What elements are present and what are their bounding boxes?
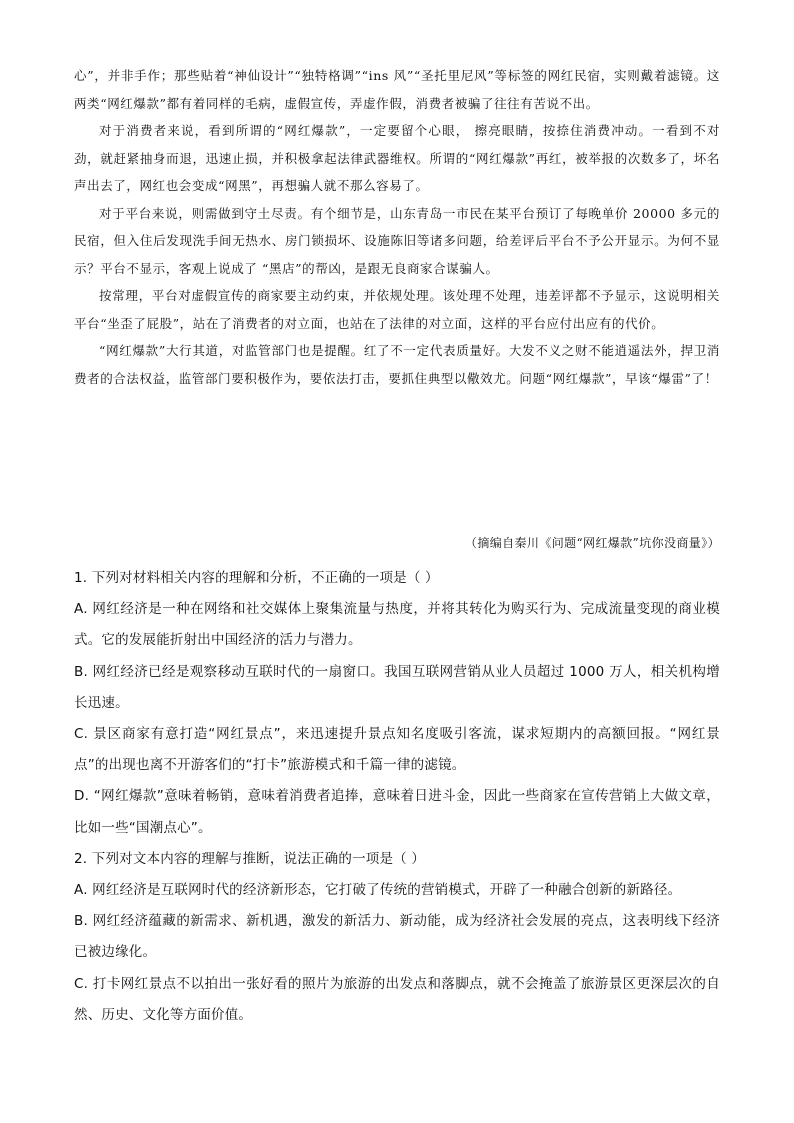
answer-option: D. “网红爆款”意味着畅销，意味着消费者追捧，意味着日进斗金，因此一些商家在宣传营销上大做文章，比如一些“国潮点心”。 — [74, 788, 720, 836]
reading-passage — [74, 62, 720, 392]
passage-paragraph: 对于消费者来说，看到所谓的“网红爆款”，一定要留个心眼， 擦亮眼睛，按捺住消费冲动。一看到不对劲，就赶紧抽身而退，迅速止损，并积极拿起法律武器维权。所谓的“网红爆款”再红，被举报的次数多了，坏名声出去了，网红也会变成“网黑”，再想骗人就不那么容易了。 — [74, 123, 720, 193]
answer-option: C. 打卡网红景点不以拍出一张好看的照片为旅游的出发点和落脚点，就不会掩盖了旅游景区更深层次的自然、历史、文化等方面价值。 — [74, 975, 720, 1023]
answer-option: B. 网红经济蕴藏的新需求、新机遇，激发的新活力、新动能，成为经济社会发展的亮点，这表明线下经济已被边缘化。 — [74, 913, 720, 961]
question-list — [74, 563, 720, 1031]
passage-paragraph: 按常理，平台对虚假宣传的商家要主动约束，并依规处理。该处理不处理，违差评都不予显示，这说明相关平台“坐歪了屁股”，站在了消费者的对立面，也站在了法律的对立面，这样的平台应付出应有的代价。 — [74, 288, 720, 331]
answer-option: A. 网红经济是一种在网络和社交媒体上聚集流量与热度，并将其转化为购买行为、完成流量变现的商业模式。它的发展能折射出中国经济的活力与潜力。 — [74, 601, 720, 649]
passage-source-citation: （摘编自秦川《问题“网红爆款”坑你没商量》） — [464, 536, 720, 550]
question-stem: 2. 下列对文本内容的理解与推断，说法正确的一项是（ ） — [74, 850, 426, 867]
passage-paragraph: 心”，并非手作；那些贴着“神仙设计”“独特格调”“ins 风”“圣托里尼风”等标签的网红民宿，实则戴着滤镜。这两类“网红爆款”都有着同样的毛病，虚假宣传，弄虚作假，消费者被骗了往往有苦说不出。 — [74, 68, 720, 111]
answer-option: B. 网红经济已经是观察移动互联时代的一扇窗口。我国互联网营销从业人员超过 1000 万人，相关机构增长迅速。 — [74, 663, 720, 711]
passage-paragraph: 对于平台来说，则需做到守土尽责。有个细节是，山东青岛一市民在某平台预订了每晚单价 20000 多元的民宿，但入住后发现洗手间无热水、房门锁损坏、设施陈旧等诸多问题，给差评后平台不予公开显示。为何不显示？平台不显示，客观上说成了 “黑店”的帮凶，是跟无良商家合谋骗人。 — [74, 205, 720, 276]
answer-option: C. 景区商家有意打造“网红景点”，来迅速提升景点知名度吸引客流，谋求短期内的高额回报。“网红景点”的出现也离不开游客们的“打卡”旅游模式和千篇一律的滤镜。 — [74, 726, 720, 774]
answer-option: A. 网红经济是互联网时代的经济新形态，它打破了传统的营销模式，开辟了一种融合创新的新路径。 — [74, 882, 682, 899]
passage-paragraph: “网红爆款”大行其道，对监管部门也是提醒。红了不一定代表质量好。大发不义之财不能逍遥法外，捍卫消费者的合法权益，监管部门要积极作为，要依法打击，要抓住典型以儆效尤。问题“网红爆款”，早该“爆雷”了！ — [74, 343, 720, 386]
question-stem: 1. 下列对材料相关内容的理解和分析，不正确的一项是（ ） — [74, 570, 439, 586]
